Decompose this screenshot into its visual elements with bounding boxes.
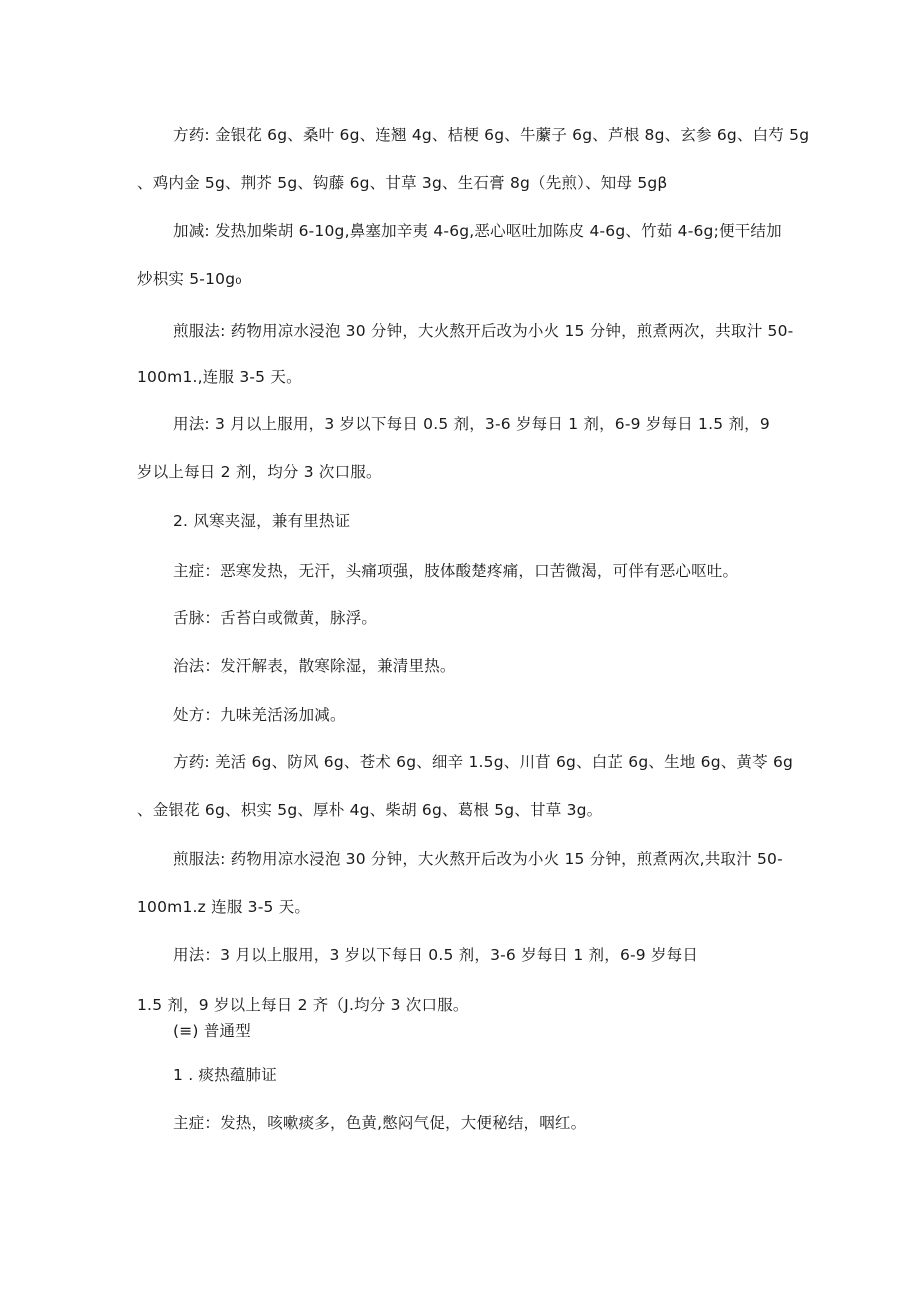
paragraph-fangyao-1-cont: 、鸡内金 5g、荆芥 5g、钩藤 6g、甘草 3g、生石膏 8g（先煎）、知母 5gβ (137, 174, 668, 192)
paragraph-chufang: 处方：九味羌活汤加减。 (173, 706, 346, 724)
paragraph-yongfa-1: 用法: 3 月以上服用，3 岁以下每日 0.5 剂，3-6 岁每日 1 剂，6-9 岁每日 1.5 剂，9 (173, 415, 770, 433)
paragraph-jiajian: 加减: 发热加柴胡 6-10g,鼻塞加辛夷 4-6g,恶心呕吐加陈皮 4-6g、竹茹 4-6g;便干结加 (173, 222, 782, 240)
paragraph-yongfa-1-cont: 岁以上每日 2 剂，均分 3 次口服。 (137, 463, 382, 481)
paragraph-jiajian-cont: 炒枳实 5-10g₀ (137, 270, 242, 288)
paragraph-zhifa: 治法：发汗解表，散寒除湿，兼清里热。 (173, 657, 456, 675)
paragraph-jianfufa-1: 煎服法: 药物用凉水浸泡 30 分钟，大火熬开后改为小火 15 分钟，煎煮两次，共取汁 50- (173, 322, 794, 340)
section-heading-putongxing: (≡) 普通型 (173, 1022, 251, 1040)
paragraph-yongfa-2-cont: 1.5 剂，9 岁以上每日 2 齐（J.均分 3 次口服。 (137, 996, 469, 1014)
paragraph-zhuzheng-1: 主症：恶寒发热，无汗，头痛项强，肢体酸楚疼痛，口苦微渴，可伴有恶心呕吐。 (173, 562, 739, 580)
paragraph-jianfufa-1-cont: 100m1.,连服 3-5 天。 (137, 368, 302, 386)
paragraph-jianfufa-2-cont: 100m1.z 连服 3-5 天。 (137, 898, 311, 916)
paragraph-shemai: 舌脉：舌苔白或微黄，脉浮。 (173, 609, 378, 627)
section-heading-fenghan: 2. 风寒夹湿，兼有里热证 (173, 512, 351, 530)
paragraph-fangyao-2-cont: 、金银花 6g、枳实 5g、厚朴 4g、柴胡 6g、葛根 5g、甘草 3g。 (137, 801, 603, 819)
paragraph-fangyao-1: 方药: 金银花 6g、桑叶 6g、连翘 4g、桔梗 6g、牛䕷子 6g、芦根 8g、玄参 6g、白芍 5g (173, 126, 810, 144)
paragraph-yongfa-2: 用法：3 月以上服用，3 岁以下每日 0.5 剂，3-6 岁每日 1 剂，6-9 岁每日 (173, 946, 699, 964)
paragraph-fangyao-2: 方药: 羌活 6g、防风 6g、苍术 6g、细辛 1.5g、川苜 6g、白芷 6g、生地 6g、黄苓 6g (173, 753, 794, 771)
paragraph-zhuzheng-2: 主症：发热，咳嗽痰多，色黄,憋闷气促，大便秘结，咽红。 (173, 1114, 587, 1132)
section-heading-tanre: 1 . 痰热蕴肺证 (173, 1066, 277, 1084)
paragraph-jianfufa-2: 煎服法: 药物用凉水浸泡 30 分钟，大火熬开后改为小火 15 分钟，煎煮两次,共取汁 50- (173, 850, 783, 868)
